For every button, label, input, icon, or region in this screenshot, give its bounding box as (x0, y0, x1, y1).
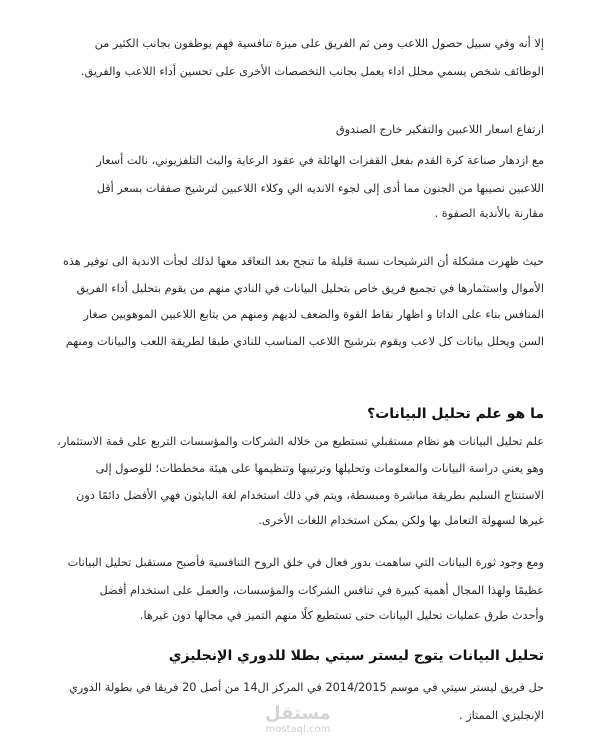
paragraph-line: السن ويحلل بيانات كل لاعب ويقوم بترشيح اللاعب المناسب للنادي طبقا لطريقة اللعب والبيانات ومنهم (65, 335, 544, 348)
section-heading: ما هو علم تحليل البيانات؟ (367, 406, 544, 422)
paragraph-line: الوظائف شخص يسمي محلل اداء يعمل بجانب التخصصات الأخرى على تحسين أداء اللاعب والفريق. (80, 65, 544, 78)
subheading-line: ارتفاع اسعار اللاعبين والتفكير خارج الصندوق (335, 123, 544, 136)
paragraph-line: ومع وجود ثورة البيانات التي ساهمت بدور فعال في خلق الروح التنافسية فأصبح مستقبل تحليل البيانات (67, 556, 544, 569)
section-heading: تحليل البيانات يتوج ليستر سيتي بطلا للدوري الإنجليزي (168, 648, 544, 664)
watermark-url: mostaql.com (265, 724, 331, 735)
paragraph-line: مقارنة بالأندية الصفوة . (434, 207, 544, 220)
paragraph-line: الاستنتاج السليم بطريقة مباشرة ومبسطة، ويتم في ذلك استخدام لغة البايثون فهي الأفضل دائمًا دون (76, 489, 544, 502)
paragraph-line: اللاعبين نصيبها من الجنون مما أدى إلى لجوء الانديه الي وكلاء اللاعبين لترشيح صفقات بسعر أقل (96, 182, 544, 195)
paragraph-line: غيرها لسهولة التعامل بها ولكن يمكن استخدام اللغات الأخرى. (258, 514, 544, 527)
paragraph-line: حيث ظهرت مشكلة أن الترشيحات نسبة قليلة ما تنجح بعد التعاقد معها لذلك لجأت الاندية الى توفير هذه (62, 255, 544, 268)
paragraph-line: الأموال واستثمارها في تجميع فريق خاص بتحليل البيانات في النادي منهم من يقوم بتحليل أداء الفريق (76, 282, 544, 295)
mostaql-watermark (265, 704, 331, 736)
paragraph-line: مع ازدهار صناعة كرة القدم بفعل القفزات الهائلة في عقود الرعاية والبث التلفزيوني، نالت أسعار (96, 154, 544, 167)
paragraph-line: وأحدث طرق عمليات تحليل البيانات حتى تستطيع كلًا منهم التميز في مجالها دون غيرها. (139, 609, 544, 622)
paragraph-line: إلا أنه وفي سبيل حصول اللاعب ومن ثم الفريق على ميزة تنافسية فهم يوظفون بجانب الكثير من (94, 37, 544, 50)
paragraph-line: علم تحليل البيانات هو نظام مستقبلي تستطيع من خلاله الشركات والمؤسسات التربع على قمة الاستثمار، (57, 435, 544, 448)
paragraph-line: الإنجليزي الممتاز . (459, 709, 544, 722)
paragraph-line: وهو يعني دراسة البيانات والمعلومات وتحليلها وترتيبها وتنظيمها على هيئة مخططات؛ للوصول إلى (95, 462, 544, 475)
paragraph-line: حل فريق ليستر سيتي في موسم 2014/2015 في المركز ال14 من أصل 20 فريقا في بطولة الدوري (68, 681, 544, 694)
paragraph-line: عظيمًا ولهذا المجال أهمية كبيرة في تنافس الشركات والمؤسسات، والعمل على استخدام أفضل (99, 584, 544, 597)
watermark-logo-text: مستقل (265, 703, 331, 724)
paragraph-line: المنافس بناء على الداتا و اظهار نقاط القوة والضعف لديهم ومنهم من يتابع اللاعبين الموهوبين صغار (83, 308, 544, 321)
